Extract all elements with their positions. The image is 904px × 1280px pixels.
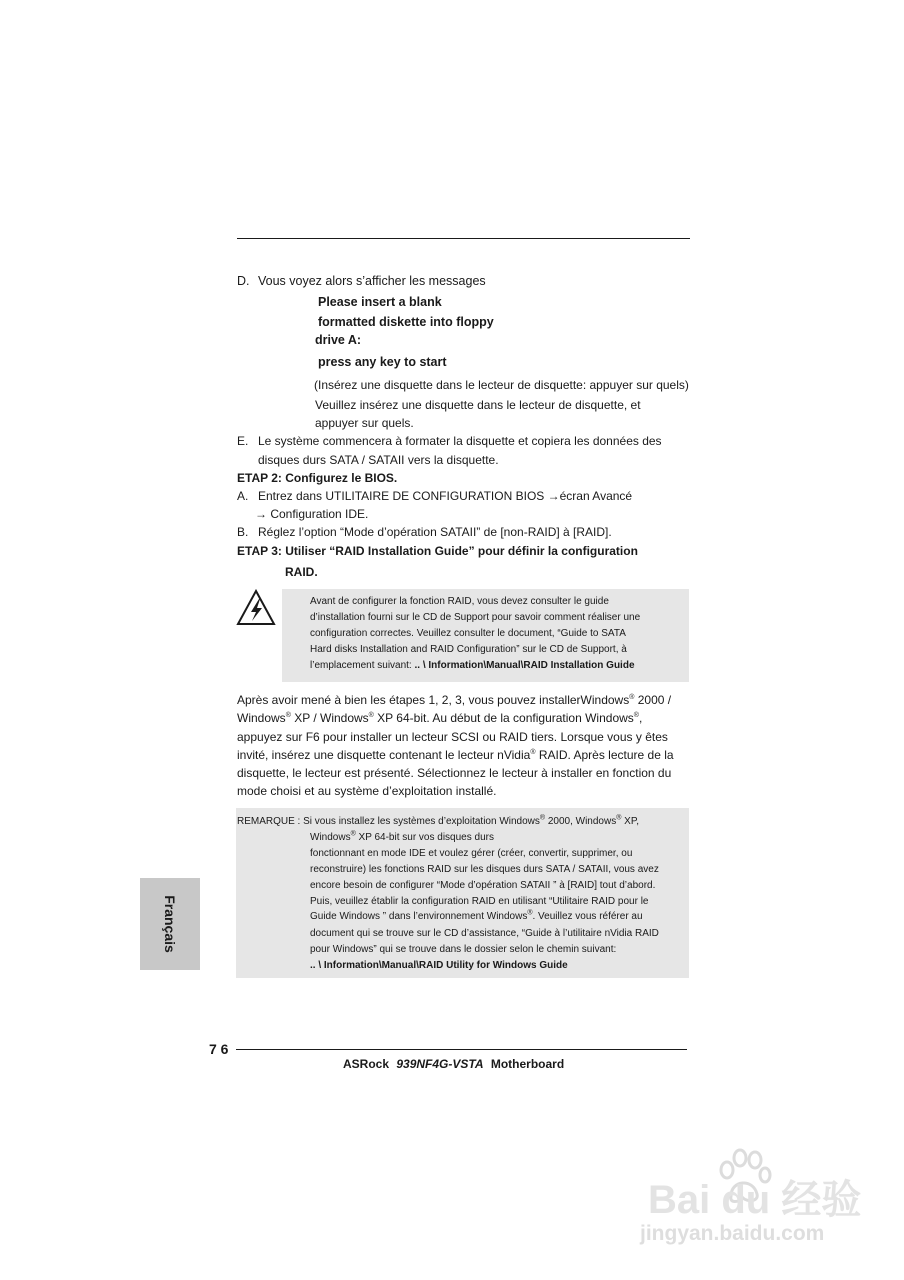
- footer-product-name: Motherboard: [490, 1057, 565, 1071]
- footer-rule: [236, 1049, 687, 1050]
- caution-line-5-prefix: l’emplacement suivant:: [310, 660, 415, 671]
- step-e-label: E.: [237, 434, 249, 448]
- etap-3-heading-line-1: ETAP 3: Utiliser “RAID Installation Guide” pour définir la configuration: [237, 544, 638, 558]
- body-line-3: appuyez sur F6 pour installer un lecteur SCSI ou RAID tiers. Lorsque vous y êtes: [237, 730, 668, 744]
- caution-icon: [236, 589, 276, 627]
- remark-text: XP 64-bit sur vos disques durs: [355, 832, 494, 843]
- body-line-4: [237, 748, 674, 762]
- step-e-line-2: disques durs SATA / SATAII vers la disquette.: [258, 453, 499, 467]
- step-d-text: Vous voyez alors s’afficher les messages: [258, 274, 486, 288]
- remark-text: REMARQUE : Si vous installez les systèmes d’exploitation Windows: [237, 816, 540, 827]
- body-text: ,: [638, 711, 643, 725]
- translation-line-1: (Insérez une disquette dans le lecteur de disquette: appuyer sur quels): [314, 378, 689, 392]
- caution-line-1: Avant de configurer la fonction RAID, vous devez consulter le guide: [310, 596, 609, 607]
- remark-line-2: [310, 832, 494, 843]
- body-text: Windows: [237, 711, 286, 725]
- registered-mark: ®: [527, 909, 533, 917]
- registered-mark: ®: [539, 814, 546, 822]
- remark-text: Guide Windows ” dans l’environnement Windows: [310, 911, 528, 922]
- registered-mark: ®: [629, 694, 635, 701]
- caution-line-5: [310, 660, 635, 671]
- body-text: invité, insérez une disquette contenant le lecteur nVidia: [237, 748, 531, 762]
- footer-model: 939NF4G-VSTA: [396, 1057, 484, 1071]
- etap-3-heading-line-2: RAID.: [285, 565, 318, 579]
- registered-mark: ®: [633, 712, 639, 719]
- message-line-2: formatted diskette into floppy: [318, 315, 494, 329]
- watermark-url: jingyan.baidu.com: [640, 1222, 825, 1245]
- step-a-line-1: Entrez dans UTILITAIRE DE CONFIGURATION BIOS →écran Avancé: [258, 489, 633, 503]
- footer-brand: ASRock: [343, 1057, 390, 1071]
- registered-mark: ®: [616, 814, 622, 822]
- step-d-label: D.: [237, 274, 250, 288]
- remark-line-4: reconstruire) les fonctions RAID sur les disques durs SATA / SATAII, vous avez: [310, 864, 659, 875]
- etap-2-heading: ETAP 2: Configurez le BIOS.: [237, 471, 398, 485]
- registered-mark: ®: [530, 749, 536, 756]
- body-text: XP / Windows: [290, 711, 369, 725]
- body-line-1: [237, 693, 671, 707]
- remark-line-9: pour Windows” qui se trouve dans le dossier selon le chemin suivant:: [310, 944, 617, 955]
- remark-line-6: Puis, veuillez établir la configuration RAID en utilisant “Utilitaire RAID pour le: [310, 896, 649, 907]
- remark-text: XP,: [621, 816, 639, 827]
- body-line-6: mode choisi et au système d’exploitation installé.: [237, 784, 497, 798]
- remark-path: .. \ Information\Manual\RAID Utility for Windows Guide: [310, 960, 568, 971]
- remark-line-1: [237, 816, 639, 827]
- remark-line-5: encore besoin de configurer “Mode d’opération SATAII ” à [RAID] tout d’abord.: [310, 880, 656, 891]
- step-e-line-1: Le système commencera à formater la disquette et copiera les données des: [258, 434, 662, 448]
- step-a-line-2: → Configuration IDE.: [255, 507, 369, 521]
- registered-mark: ®: [368, 712, 374, 719]
- footer-product: [343, 1057, 564, 1071]
- language-tab-label: Français: [162, 895, 178, 953]
- registered-mark: ®: [350, 830, 356, 838]
- remark-text: . Veuillez vous référer au: [532, 911, 643, 922]
- remark-text: Windows: [310, 832, 351, 843]
- body-text: RAID. Après lecture de la: [535, 748, 674, 762]
- body-text: XP 64-bit. Au début de la configuration Windows: [373, 711, 634, 725]
- remark-line-7: [310, 911, 643, 922]
- caution-line-3: configuration correctes. Veuillez consulter le document, “Guide to SATA: [310, 628, 626, 639]
- remark-line-3: fonctionnant en mode IDE et voulez gérer (créer, convertir, supprimer, ou: [310, 848, 633, 859]
- caution-path: .. \ Information\Manual\RAID Installation Guide: [414, 660, 635, 671]
- body-line-2: [237, 711, 642, 725]
- message-line-3: drive A:: [315, 333, 362, 347]
- registered-mark: ®: [285, 712, 291, 719]
- caution-line-4: Hard disks Installation and RAID Configuration” sur le CD de Support, à: [310, 644, 627, 655]
- message-line-1: Please insert a blank: [318, 295, 442, 309]
- header-rule: [237, 238, 690, 239]
- watermark-logo: Bai du 经验: [648, 1178, 862, 1222]
- body-line-5: disquette, le lecteur est présenté. Sélectionnez le lecteur à installer en fonction du: [237, 766, 672, 780]
- step-b-text: Réglez l’option “Mode d’opération SATAII” de [non-RAID] à [RAID].: [258, 525, 612, 539]
- translation-line-2: Veuillez insérez une disquette dans le lecteur de disquette, et: [315, 398, 641, 412]
- step-b-label: B.: [237, 525, 249, 539]
- message-line-4: press any key to start: [318, 355, 447, 369]
- page-number: 7 6: [209, 1041, 229, 1057]
- body-text: Après avoir mené à bien les étapes 1, 2, 3, vous pouvez installerWindows: [237, 693, 630, 707]
- body-text: 2000 /: [634, 693, 672, 707]
- remark-text: 2000, Windows: [545, 816, 617, 827]
- translation-line-3: appuyer sur quels.: [315, 416, 414, 430]
- remark-line-8: document qui se trouve sur le CD d’assistance, “Guide à l’utilitaire nVidia RAID: [310, 928, 659, 939]
- caution-line-2: d’installation fourni sur le CD de Support pour savoir comment réaliser une: [310, 612, 641, 623]
- step-a-label: A.: [237, 489, 249, 503]
- language-tab: [140, 878, 200, 970]
